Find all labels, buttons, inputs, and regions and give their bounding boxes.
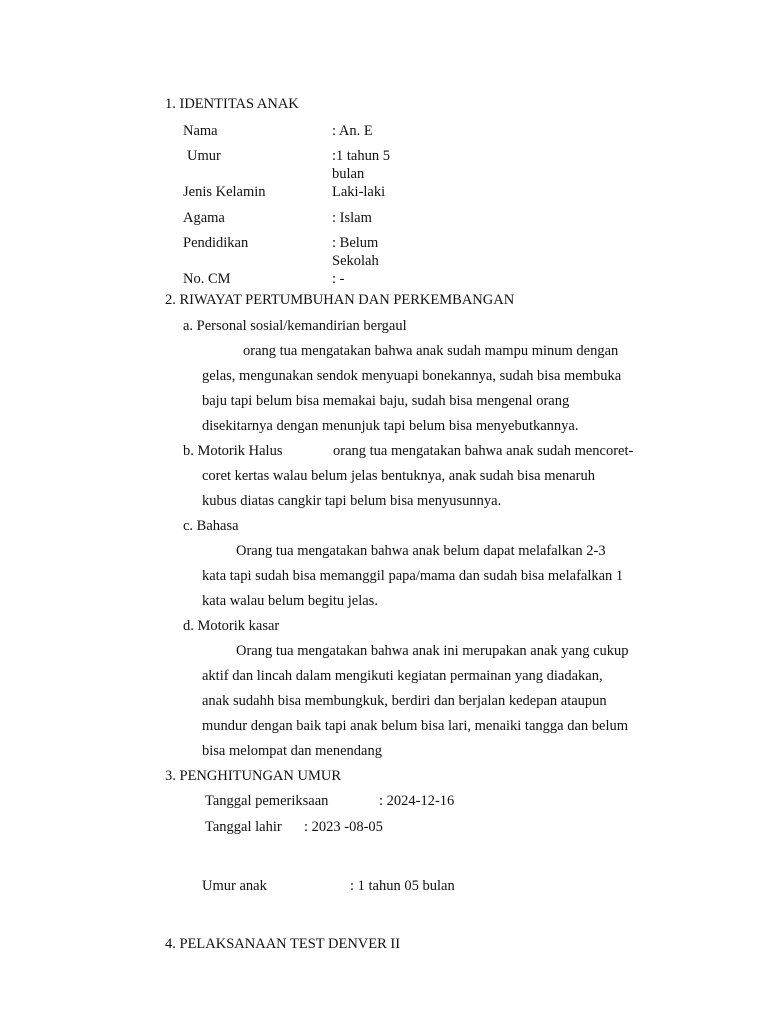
no-cm-label: No. CM bbox=[183, 271, 231, 287]
tanggal-pemeriksaan-value: : 2024-12-16 bbox=[379, 793, 455, 809]
tanggal-pemeriksaan-label: Tanggal pemeriksaan bbox=[205, 793, 329, 809]
agama-value: : Islam bbox=[332, 210, 372, 226]
tanggal-lahir-label: Tanggal lahir bbox=[205, 819, 282, 835]
jenis-kelamin-label: Jenis Kelamin bbox=[183, 184, 266, 200]
subsection-d-line: bisa melompat dan menendang bbox=[202, 743, 382, 759]
jenis-kelamin-value: Laki-laki bbox=[332, 184, 386, 200]
section-4-heading: 4. PELAKSANAAN TEST DENVER II bbox=[165, 936, 401, 952]
subsection-b-title: b. Motorik Halus bbox=[183, 443, 283, 459]
section-2-heading: 2. RIWAYAT PERTUMBUHAN DAN PERKEMBANGAN bbox=[165, 292, 515, 308]
umur-value-line-1: :1 tahun 5 bbox=[332, 148, 390, 164]
subsection-a-line: disekitarnya dengan menunjuk tapi belum bisa menyebutkannya. bbox=[202, 418, 579, 434]
umur-anak-label: Umur anak bbox=[202, 878, 267, 894]
subsection-d-line: aktif dan lincah dalam mengikuti kegiatan permainan yang diadakan, bbox=[202, 668, 603, 684]
umur-value-line-2: bulan bbox=[332, 166, 365, 182]
subsection-c-line: kata tapi sudah bisa memanggil papa/mama dan sudah bisa melafalkan 1 bbox=[202, 568, 624, 584]
subsection-a-line: gelas, mengunakan sendok menyuapi bonekannya, sudah bisa membuka bbox=[202, 368, 622, 384]
subsection-b-line: coret kertas walau belum jelas bentuknya, anak sudah bisa menaruh bbox=[202, 468, 595, 484]
section-1-heading: 1. IDENTITAS ANAK bbox=[165, 96, 299, 112]
nama-value: : An. E bbox=[332, 123, 373, 139]
pendidikan-label: Pendidikan bbox=[183, 235, 249, 251]
subsection-a-line: baju tapi belum bisa memakai baju, sudah bisa mengenal orang bbox=[202, 393, 570, 409]
pendidikan-value-line-1: : Belum bbox=[332, 235, 379, 251]
agama-label: Agama bbox=[183, 210, 225, 226]
subsection-d-title: d. Motorik kasar bbox=[183, 618, 280, 634]
subsection-c-title: c. Bahasa bbox=[183, 518, 239, 534]
subsection-c-line: Orang tua mengatakan bahwa anak belum dapat melafalkan 2-3 bbox=[236, 543, 606, 559]
no-cm-value: : - bbox=[332, 271, 345, 287]
umur-anak-value: : 1 tahun 05 bulan bbox=[350, 878, 455, 894]
tanggal-lahir-value: : 2023 -08-05 bbox=[304, 819, 383, 835]
subsection-b-line: orang tua mengatakan bahwa anak sudah mencoret- bbox=[333, 443, 634, 459]
subsection-d-line: Orang tua mengatakan bahwa anak ini merupakan anak yang cukup bbox=[236, 643, 629, 659]
nama-label: Nama bbox=[183, 123, 218, 139]
subsection-c-line: kata walau belum begitu jelas. bbox=[202, 593, 378, 609]
subsection-b-line: kubus diatas cangkir tapi belum bisa menyusunnya. bbox=[202, 493, 502, 509]
subsection-a-line: orang tua mengatakan bahwa anak sudah mampu minum dengan bbox=[243, 343, 619, 359]
subsection-d-line: mundur dengan baik tapi anak belum bisa lari, menaiki tangga dan belum bbox=[202, 718, 629, 734]
umur-label: Umur bbox=[187, 148, 221, 164]
pendidikan-value-line-2: Sekolah bbox=[332, 253, 379, 269]
subsection-d-line: anak sudahh bisa membungkuk, berdiri dan berjalan kedepan ataupun bbox=[202, 693, 607, 709]
section-3-heading: 3. PENGHITUNGAN UMUR bbox=[165, 768, 342, 784]
subsection-a-title: a. Personal sosial/kemandirian bergaul bbox=[183, 318, 407, 334]
